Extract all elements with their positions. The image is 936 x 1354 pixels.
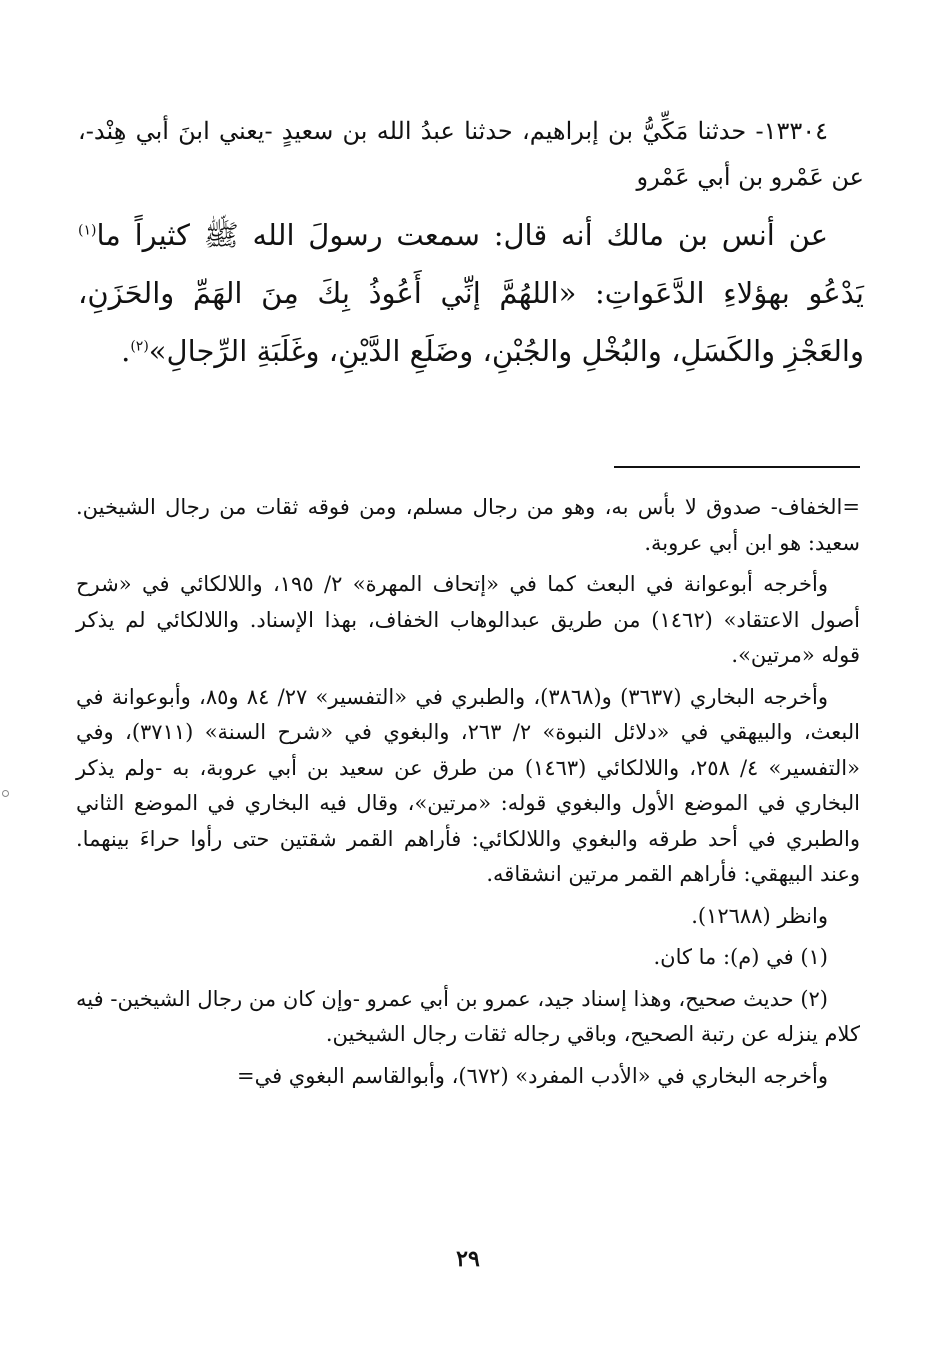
footnote-paragraph: =الخفاف- صدوق لا بأس به، وهو من رجال مسلم، ومن فوقه ثقات من رجال الشيخين. سعيد: هو ابن أبي عروبة. — [76, 495, 860, 555]
hadith-dua-text: يَدْعُو بهؤلاءِ الدَّعَواتِ: «اللهُمَّ إنِّي أَعُوذُ بِكَ مِنَ الهَمِّ والحَزَنِ، والعَجْزِ والكَسَلِ، والبُخْلِ والجُبْنِ، وضَلَعِ الدَّيْنِ، وغَلَبَةِ الرِّجالِ» — [78, 276, 864, 368]
footnote-paragraph: وانظر (١٢٦٨٨). — [691, 903, 828, 928]
footnote-paragraph: (١) في (م): ما كان. — [653, 945, 828, 969]
hadith-matn — [78, 206, 864, 380]
footnote-paragraph: (٢) حديث صحيح، وهذا إسناد جيد، عمرو بن أبي عمرو -وإن كان من رجال الشيخين- فيه كلام ينزله عن رتبة الصحيح، وباقي رجاله ثقات رجال الشيخين. — [76, 986, 860, 1046]
margin-mark — [2, 790, 9, 797]
footnote-paragraph: وأخرجه أبوعوانة في البعث كما في «إتحاف المهرة» ٢/ ١٩٥، واللالكائي في «شرح أصول الاعتقاد» (١٤٦٢) من طريق عبدالوهاب الخفاف، بهذا الإسناد. واللالكائي لم يذكر قوله «مرتين». — [76, 572, 861, 667]
footnote-separator — [614, 466, 860, 468]
footnote-ref-2: (٢) — [130, 338, 149, 355]
footnote-paragraph: وأخرجه البخاري (٣٦٣٧) و(٣٨٦٨)، والطبري في «التفسير» ٢٧/ ٨٤ و٨٥، وأبوعوانة في البعث، والبيهقي في «دلائل النبوة» ٢/ ٢٦٣، والبغوي في «شرح السنة» (٣٧١١)، وفي «التفسير» ٤/ ٢٥٨، واللالكائي (١٤٦٣) من طرق عن سعيد بن أبي عروبة، به -ولم يذكر البخاري في الموضع الأول والبغوي قوله: «مرتين»، وقال فيه البخاري في الموضع الثاني والطبري في أحد طرقه والبغوي واللالكائي: فأراهم القمر شقتين حتى رأوا حراءَ بينهما. وعند البيهقي: فأراهم القمر مرتين انشقاقه. — [76, 684, 860, 886]
hadith-dua-end: . — [121, 334, 131, 368]
hadith-isnad-text: ١٣٣٠٤- حدثنا مَكِّيُّ بن إبراهيم، حدثنا عبدُ الله بن سعيدٍ -يعني ابنَ أبي هِنْد-، عن عَمْرو بن أبي عَمْرو — [78, 117, 864, 191]
hadith-main-text — [78, 108, 864, 380]
footnote-paragraph: وأخرجه البخاري في «الأدب المفرد» (٦٧٢)، وأبوالقاسم البغوي في= — [236, 1063, 828, 1088]
footnotes-section — [76, 490, 860, 1100]
footnote-ref-1: (١) — [78, 222, 97, 239]
hadith-matn-text: عن أنس بن مالك أنه قال: سمعت رسولَ الله ﷺ كثيراً ما — [96, 218, 828, 252]
hadith-isnad — [78, 108, 864, 200]
page-number: ٢٩ — [456, 1246, 480, 1272]
